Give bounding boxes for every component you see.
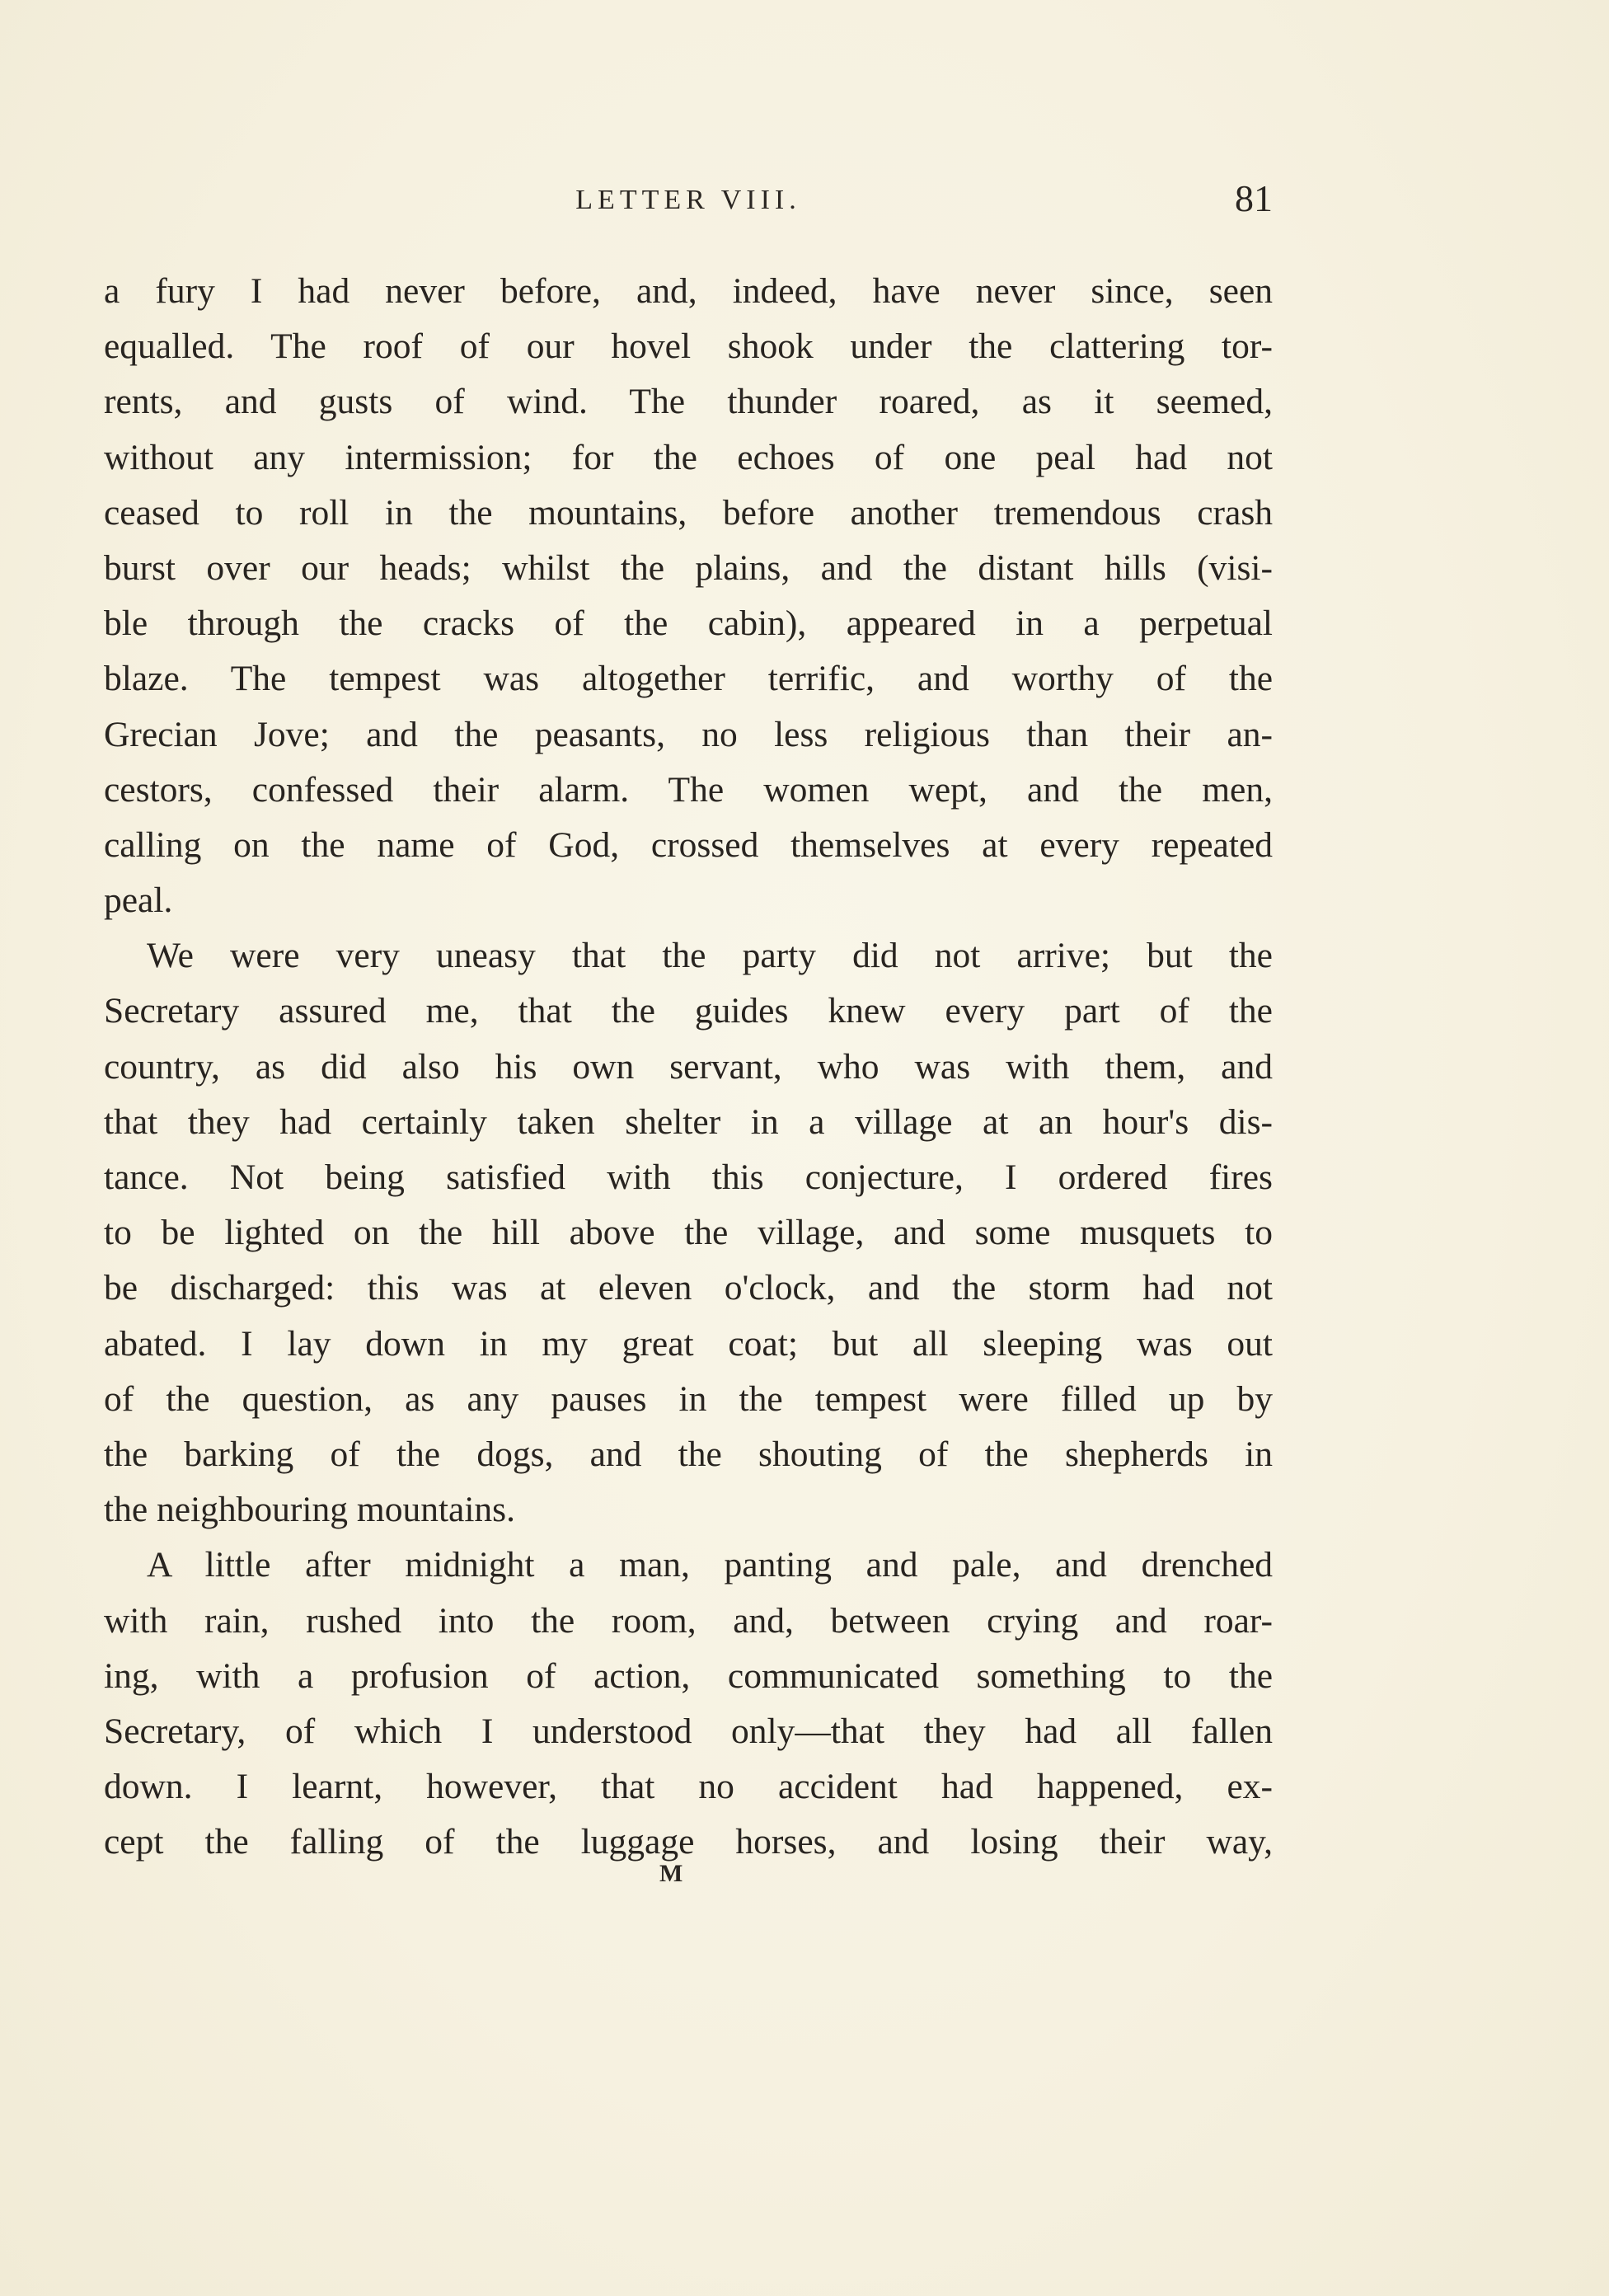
text-line: of the question, as any pauses in the tempest were filled up by: [104, 1378, 1273, 1419]
text-line: abated. I lay down in my great coat; but all sleeping was out: [104, 1323, 1273, 1364]
text-line: without any intermission; for the echoes of one peal had not: [104, 437, 1273, 477]
paragraph-start-line: A little after midnight a man, panting and pale, and drenched: [147, 1545, 1273, 1585]
signature-mark: M: [659, 1860, 685, 1887]
text-line: rents, and gusts of wind. The thunder roared, as it seemed,: [104, 382, 1273, 422]
text-line: the barking of the dogs, and the shouting of the shepherds in: [104, 1434, 1273, 1474]
text-line: country, as did also his own servant, who was with them, and: [104, 1046, 1273, 1087]
text-line: be discharged: this was at eleven o'clock, and the storm had not: [104, 1268, 1273, 1308]
text-line: blaze. The tempest was altogether terrific, and worthy of the: [104, 659, 1273, 699]
text-line: burst over our heads; whilst the plains, and the distant hills (visi-: [104, 547, 1273, 588]
text-line: that they had certainly taken shelter in a village at an hour's dis-: [104, 1101, 1273, 1142]
text-line: calling on the name of God, crossed themselves at every repeated: [104, 824, 1273, 865]
text-line: cept the falling of the luggage horses, and losing their way,: [104, 1822, 1273, 1862]
text-line: to be lighted on the hill above the village, and some musquets to: [104, 1213, 1273, 1253]
paragraph-end-line: the neighbouring mountains.: [104, 1490, 515, 1530]
page-number: 81: [1235, 177, 1273, 219]
running-head: LETTER VIII.: [575, 185, 801, 215]
text-line: ceased to roll in the mountains, before another tremendous crash: [104, 492, 1273, 533]
text-line: cestors, confessed their alarm. The women wept, and the men,: [104, 769, 1273, 810]
text-line: Grecian Jove; and the peasants, no less religious than their an-: [104, 714, 1273, 754]
text-line: with rain, rushed into the room, and, between crying and roar-: [104, 1600, 1273, 1641]
paragraph-end-line: peal.: [104, 880, 173, 921]
text-line: equalled. The roof of our hovel shook under the clattering tor-: [104, 326, 1273, 367]
paragraph-start-line: We were very uneasy that the party did not arrive; but the: [147, 936, 1273, 976]
body-text: [104, 264, 1273, 1870]
text-line: Secretary assured me, that the guides knew every part of the: [104, 991, 1273, 1031]
text-line: a fury I had never before, and, indeed, have never since, seen: [104, 271, 1273, 311]
text-line: Secretary, of which I understood only—that they had all fallen: [104, 1711, 1273, 1751]
text-line: ble through the cracks of the cabin), appeared in a perpetual: [104, 603, 1273, 644]
text-line: ing, with a profusion of action, communicated something to the: [104, 1655, 1273, 1696]
text-line: down. I learnt, however, that no accident had happened, ex-: [104, 1767, 1273, 1807]
page-header: [104, 176, 1273, 226]
text-line: tance. Not being satisfied with this conjecture, I ordered fires: [104, 1157, 1273, 1197]
